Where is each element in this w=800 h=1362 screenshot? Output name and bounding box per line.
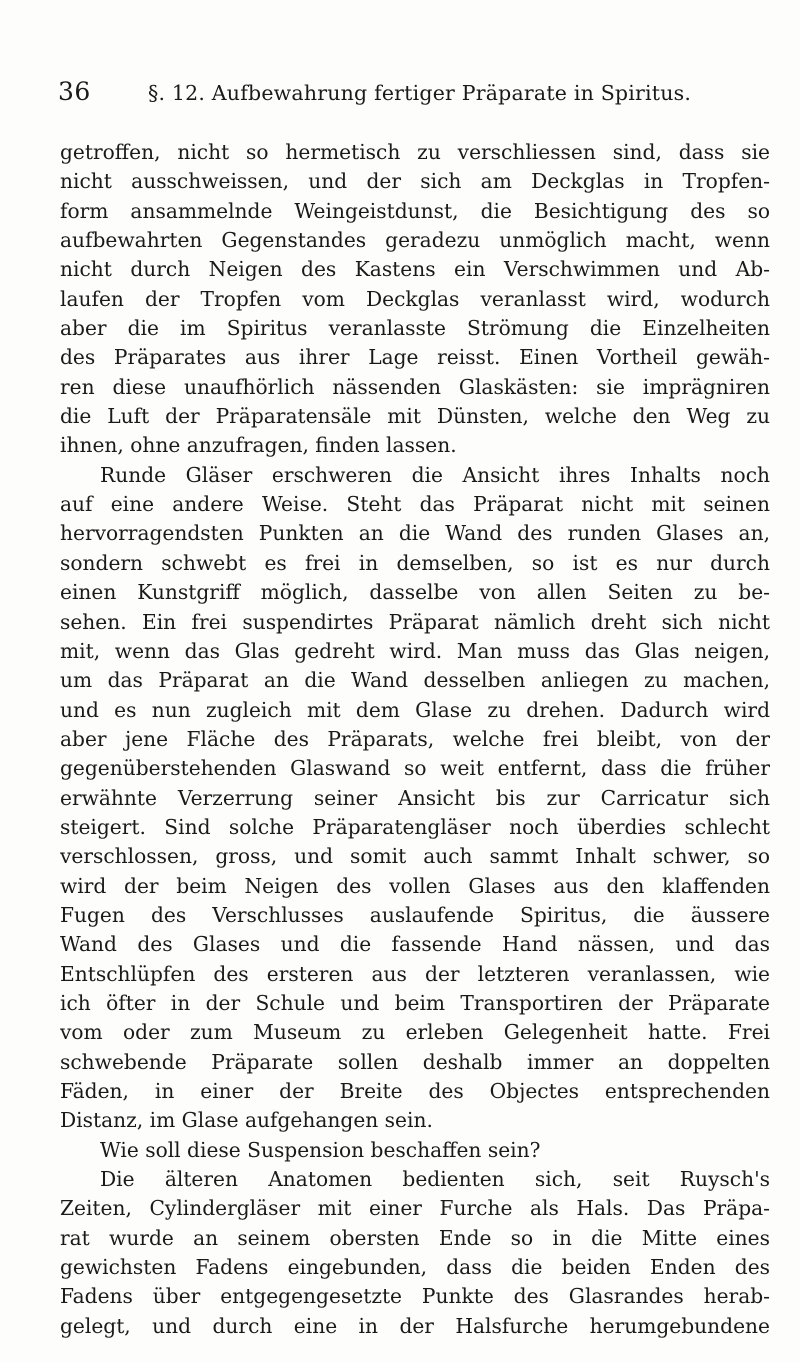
- text-line: laufen der Tropfen vom Deckglas veranlasst wird, wodurch: [60, 286, 770, 311]
- page-number: 36: [58, 77, 91, 106]
- body-text: [60, 138, 770, 1341]
- text-line: gewichsten Fadens eingebunden, dass die beiden Enden des: [60, 1255, 770, 1280]
- paragraph-end-line: ihnen, ohne anzufragen, finden lassen.: [60, 433, 457, 458]
- text-line: vom oder zum Museum zu erleben Gelegenheit hatte. Frei: [60, 1020, 770, 1045]
- text-line: auf eine andere Weise. Steht das Präparat nicht mit seinen: [60, 492, 770, 517]
- text-line: einen Kunstgriff möglich, dasselbe von allen Seiten zu be-: [60, 580, 770, 605]
- paragraph-start-line: Runde Gläser erschweren die Ansicht ihres Inhalts noch: [100, 462, 770, 487]
- text-line: Wand des Glases und die fassende Hand nässen, und das: [60, 932, 770, 957]
- running-head: [58, 76, 778, 116]
- text-line: nicht ausschweissen, und der sich am Deckglas in Tropfen-: [60, 169, 770, 194]
- text-line: und es nun zugleich mit dem Glase zu drehen. Dadurch wird: [60, 697, 770, 722]
- text-line: aber die im Spiritus veranlasste Strömung die Einzelheiten: [60, 316, 770, 341]
- text-line: sehen. Ein frei suspendirtes Präparat nämlich dreht sich nicht: [60, 609, 770, 634]
- text-line: schwebende Präparate sollen deshalb immer an doppelten: [60, 1049, 770, 1074]
- text-line: mit, wenn das Glas gedreht wird. Man muss das Glas neigen,: [60, 638, 770, 663]
- text-line: sondern schwebt es frei in demselben, so ist es nur durch: [60, 550, 770, 575]
- text-line: verschlossen, gross, und somit auch sammt Inhalt schwer, so: [60, 844, 770, 869]
- text-line: aufbewahrten Gegenstandes geradezu unmöglich macht, wenn: [60, 228, 770, 253]
- text-line: form ansammelnde Weingeistdunst, die Besichtigung des so: [60, 198, 770, 223]
- text-line: getroffen, nicht so hermetisch zu verschliessen sind, dass sie: [60, 140, 770, 164]
- text-line: gelegt, und durch eine in der Halsfurche herumgebundene: [60, 1313, 770, 1338]
- text-line: gegenüberstehenden Glaswand so weit entfernt, dass die früher: [60, 756, 770, 781]
- text-line: Zeiten, Cylindergläser mit einer Furche als Hals. Das Präpa-: [60, 1196, 770, 1221]
- text-line: aber jene Fläche des Präparats, welche frei bleibt, von der: [60, 726, 770, 751]
- text-line: Fäden, in einer der Breite des Objectes entsprechenden: [60, 1079, 770, 1103]
- text-line: Fugen des Verschlusses auslaufende Spiritus, die äussere: [60, 902, 770, 927]
- text-line: steigert. Sind solche Präparatengläser noch überdies schlecht: [60, 814, 770, 839]
- paragraph-start-line: Die älteren Anatomen bedienten sich, seit Ruysch's: [100, 1167, 770, 1192]
- running-title: §. 12. Aufbewahrung fertiger Präparate in Spiritus.: [148, 81, 692, 105]
- text-line: um das Präparat an die Wand desselben anliegen zu machen,: [60, 668, 770, 693]
- text-line: wird der beim Neigen des vollen Glases aus den klaffenden: [60, 873, 770, 898]
- text-line: die Luft der Präparatensäle mit Dünsten, welche den Weg zu: [60, 404, 770, 429]
- text-line: rat wurde an seinem obersten Ende so in die Mitte eines: [60, 1225, 770, 1250]
- text-line: hervorragendsten Punkten an die Wand des runden Glases an,: [60, 521, 770, 546]
- text-line: erwähnte Verzerrung seiner Ansicht bis zur Carricatur sich: [60, 785, 770, 810]
- text-line: Entschlüpfen des ersteren aus der letzteren veranlassen, wie: [60, 961, 770, 986]
- text-line: ren diese unaufhörlich nässenden Glaskästen: sie imprägniren: [60, 374, 770, 399]
- question-line: Wie soll diese Suspension beschaffen sein?: [100, 1137, 541, 1162]
- text-line: Fadens über entgegengesetzte Punkte des Glasrandes herab-: [60, 1284, 770, 1309]
- text-line: des Präparates aus ihrer Lage reisst. Einen Vortheil gewäh-: [60, 345, 770, 370]
- text-line: nicht durch Neigen des Kastens ein Verschwimmen und Ab-: [60, 257, 770, 282]
- paragraph-end-line: Distanz, im Glase aufgehangen sein.: [60, 1108, 433, 1133]
- text-line: ich öfter in der Schule und beim Transportiren der Präparate: [60, 990, 770, 1015]
